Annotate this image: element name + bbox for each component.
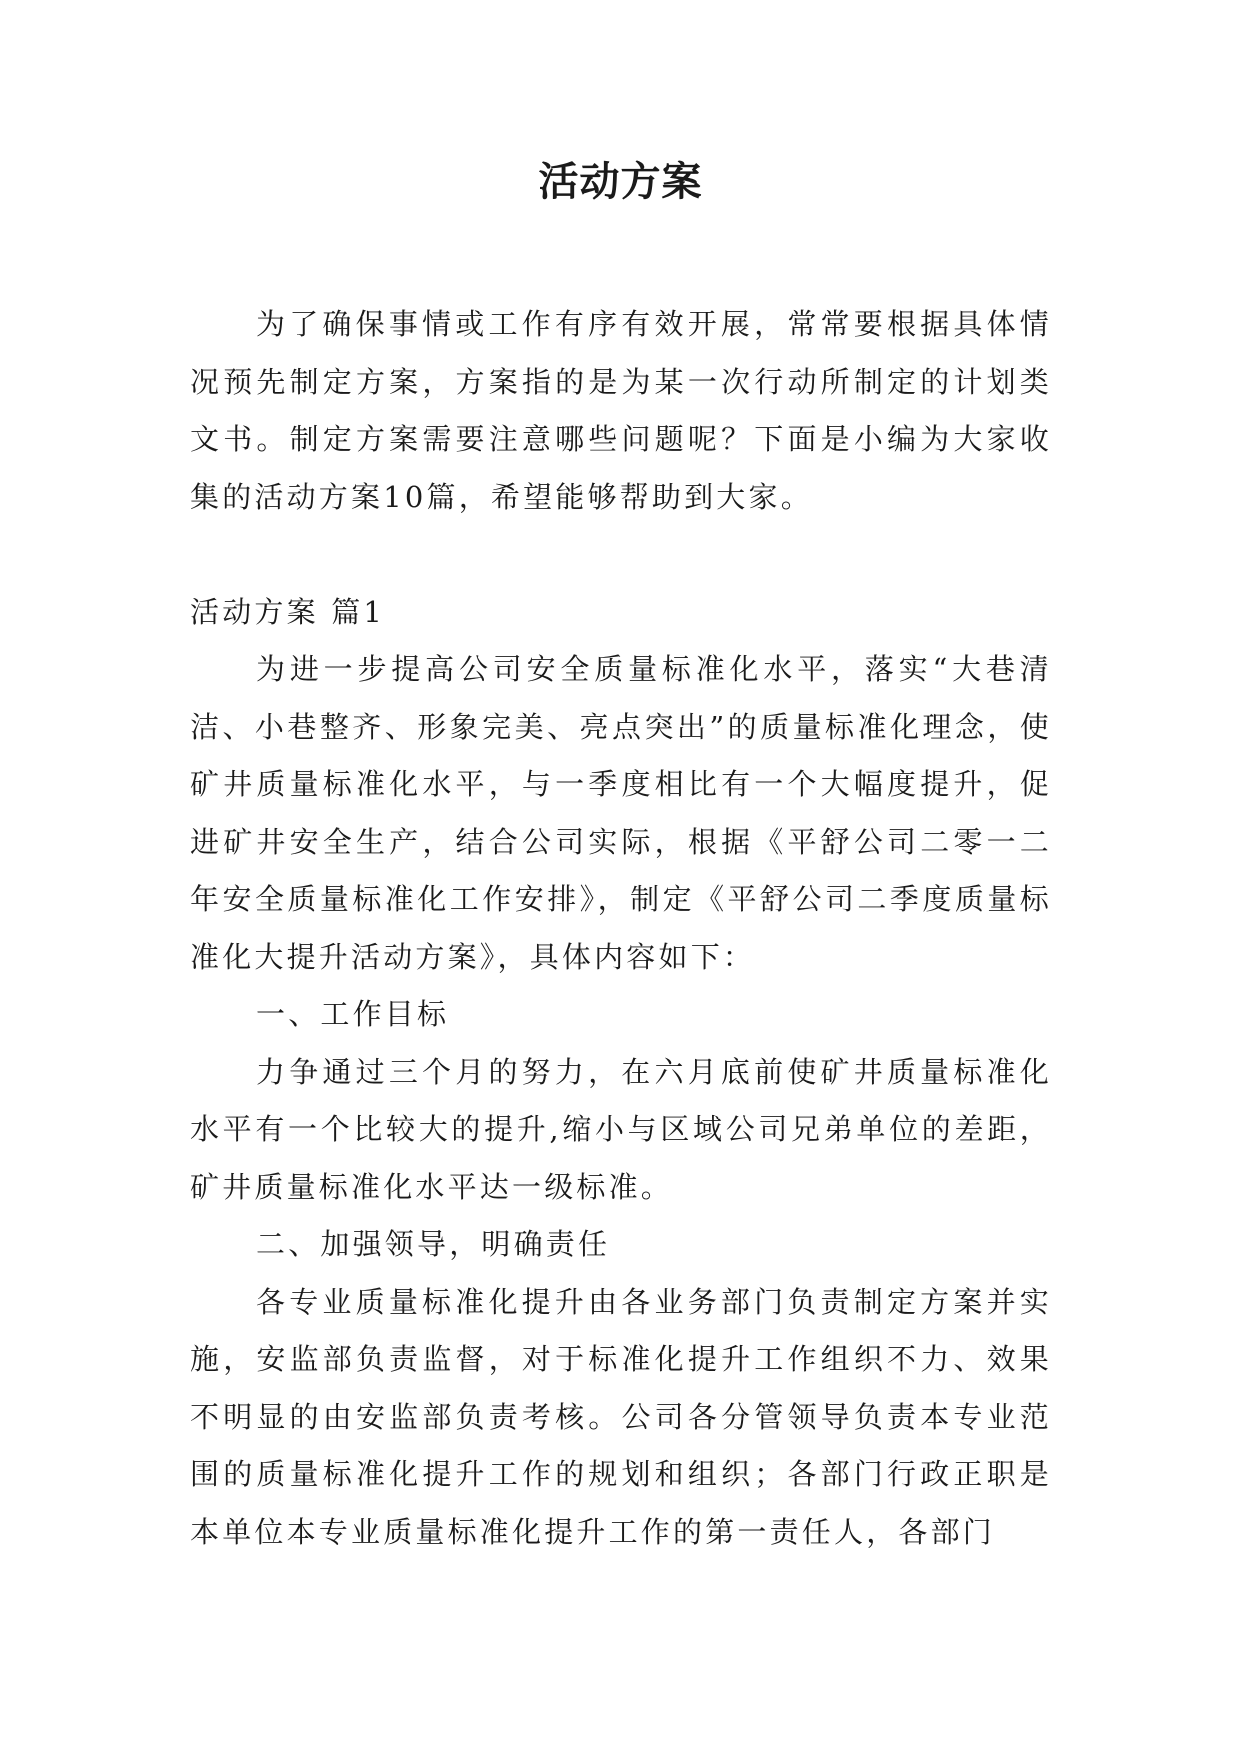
subheading-work-goal: 一、工作目标 (256, 997, 450, 1031)
page-title: 活动方案 (538, 158, 703, 205)
intro-paragraph: 为了确保事情或工作有序有效开展，常常要根据具体情况预先制定方案，方案指的是为某一次行动所制定的计划类文书。制定方案需要注意哪些问题呢？下面是小编为大家收集的活动方案10篇，希望能够帮助到大家。 (190, 307, 1052, 514)
body-paragraph: 为进一步提高公司安全质量标准化水平，落实“大巷清洁、小巷整齐、形象完美、亮点突出”的质量标准化理念，使矿井质量标准化水平，与一季度相比有一个大幅度提升，促进矿井安全生产，结合公司实际，根据《平舒公司二零一二年安全质量标准化工作安排》，制定《平舒公司二季度质量标准化大提升活动方案》，具体内容如下： (190, 652, 1052, 974)
body-paragraph: 力争通过三个月的努力，在六月底前使矿井质量标准化水平有一个比较大的提升,缩小与区域公司兄弟单位的差距，矿井质量标准化水平达一级标准。 (190, 1054, 1052, 1204)
subheading-leadership: 二、加强领导，明确责任 (256, 1227, 611, 1261)
body-paragraph: 各专业质量标准化提升由各业务部门负责制定方案并实施，安监部负责监督，对于标准化提升工作组织不力、效果不明显的由安监部负责考核。公司各分管领导负责本专业范围的质量标准化提升工作的规划和组织；各部门行政正职是本单位本专业质量标准化提升工作的第一责任人，各部门 (190, 1284, 1052, 1549)
section-heading: 活动方案 篇1 (190, 594, 386, 629)
paragraph-spacer (190, 526, 1052, 584)
document-body (190, 296, 1052, 1561)
